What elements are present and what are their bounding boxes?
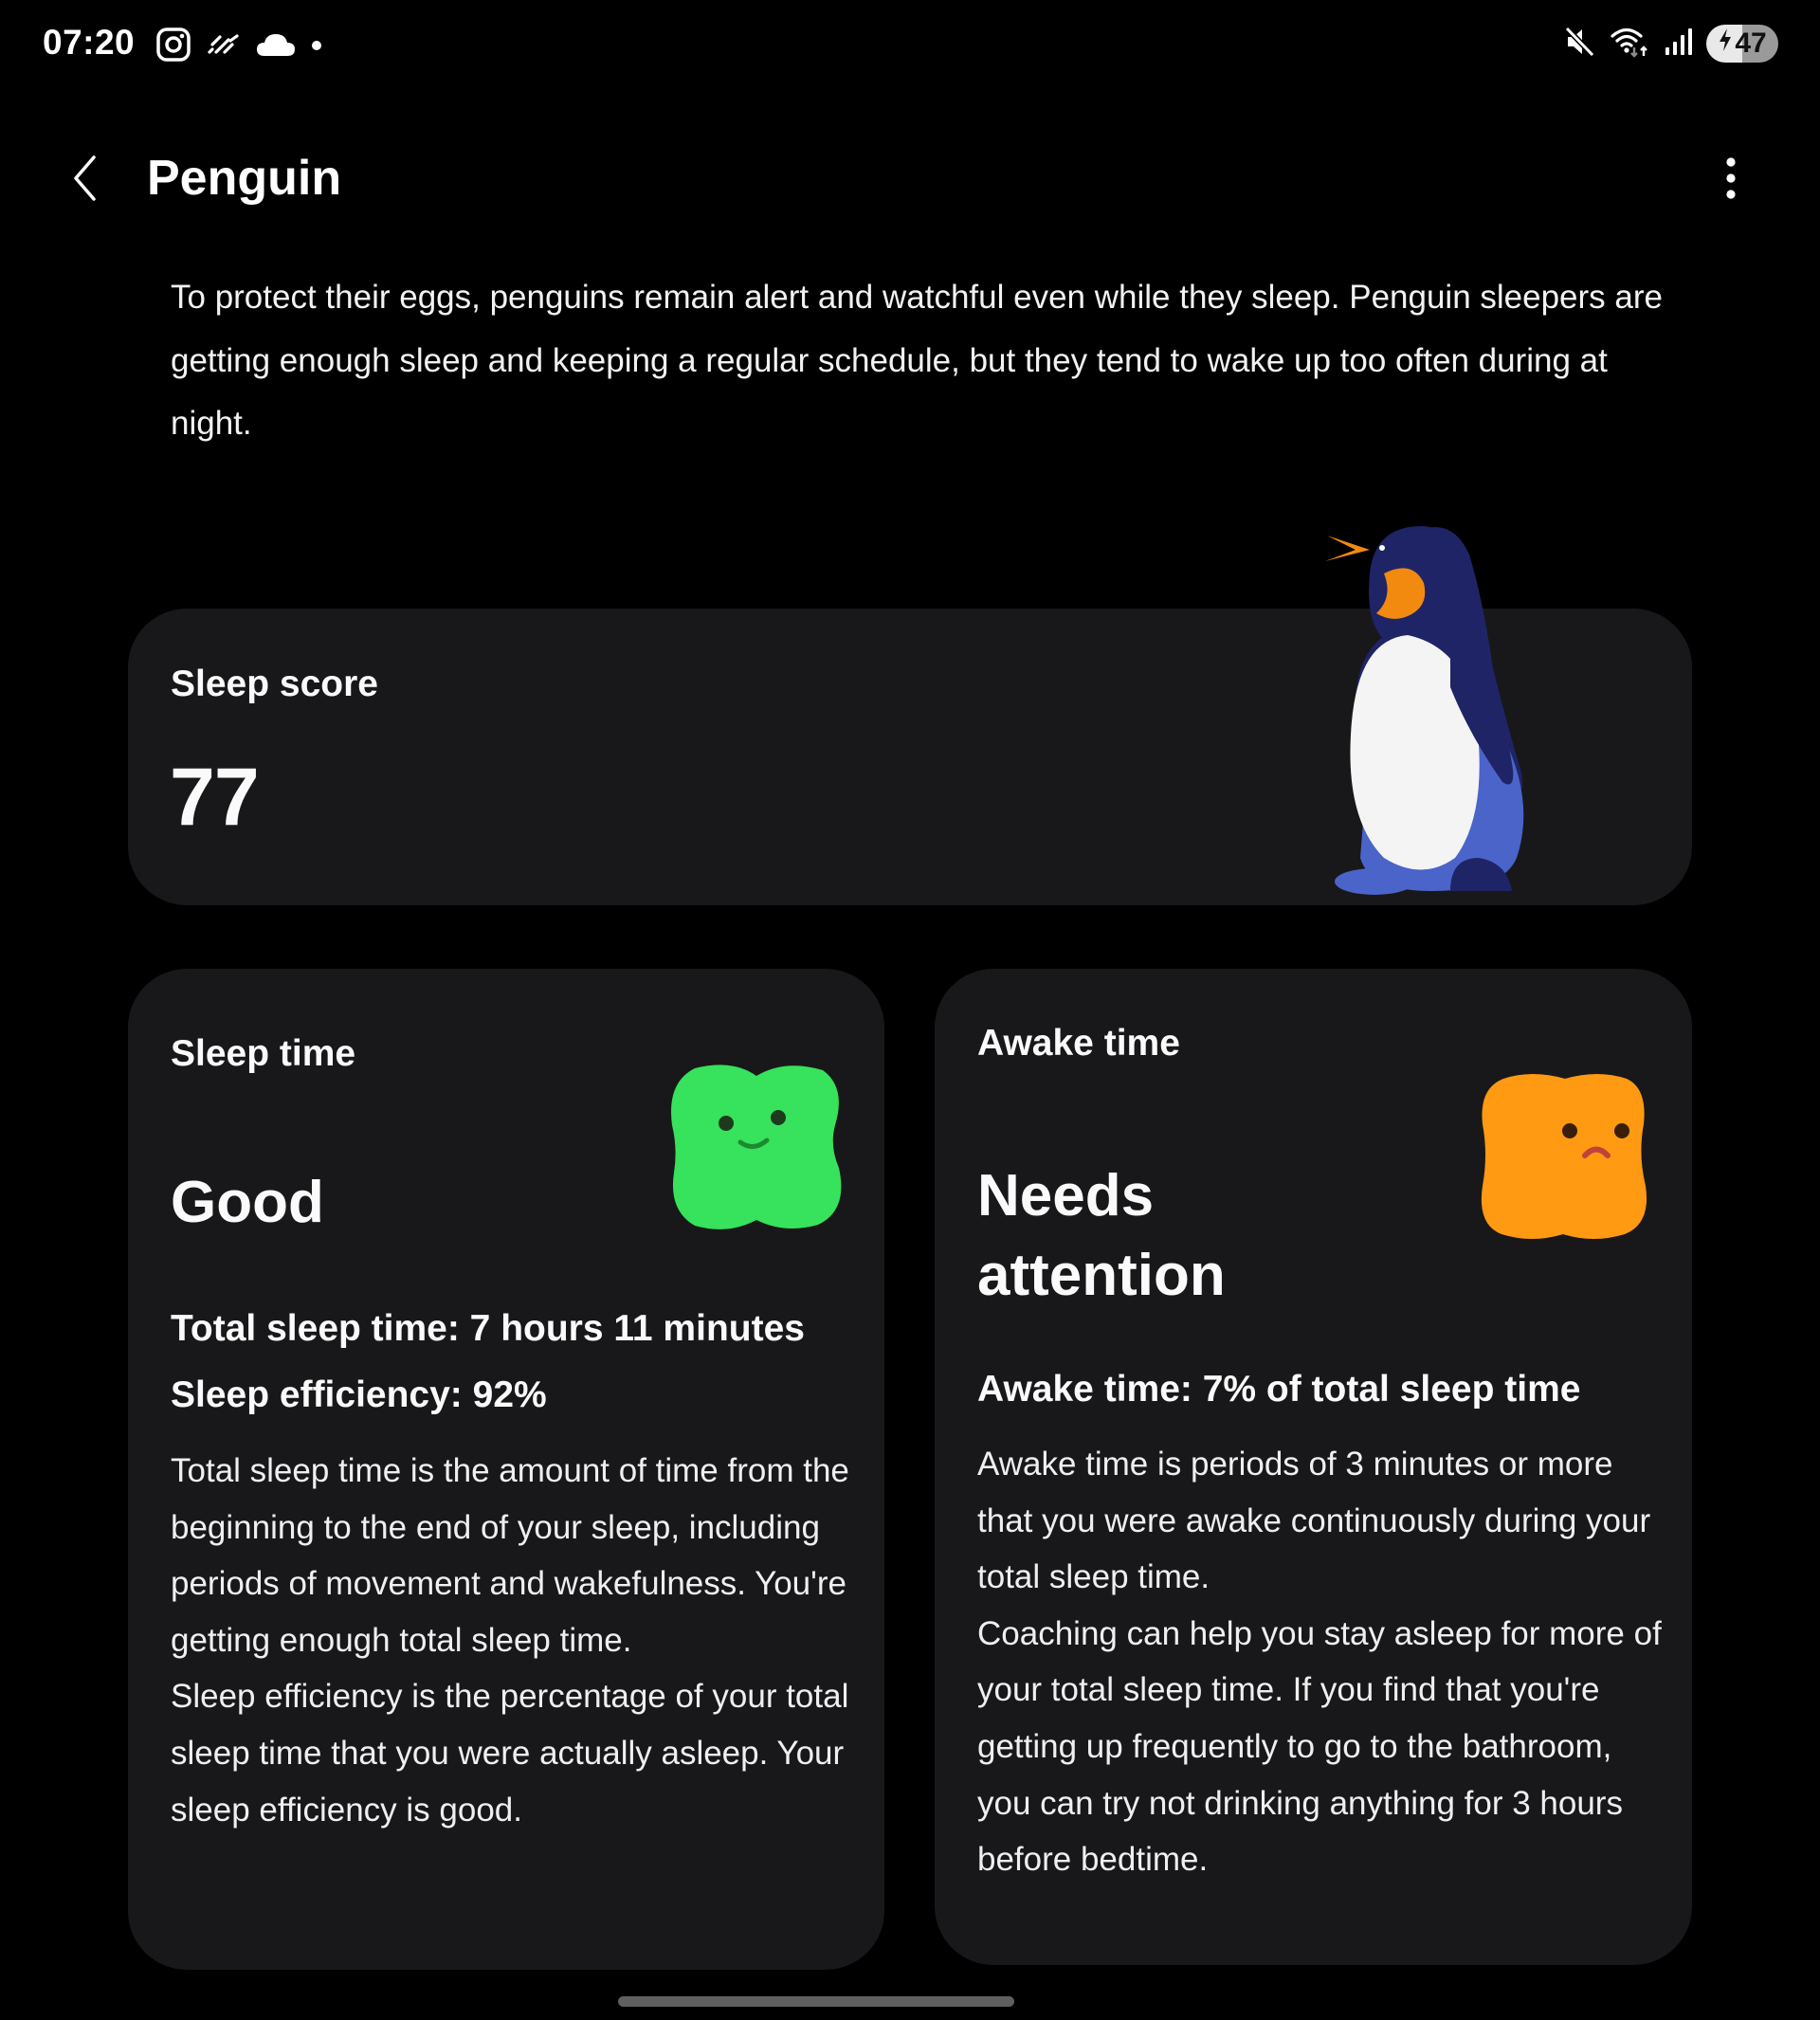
penguin-mascot-illustration	[1318, 517, 1545, 896]
awake-time-paragraph: Awake time is periods of 3 minutes or more that you were awake continuously during your total sleep time.	[977, 1446, 1651, 1596]
data-activity-icon	[207, 33, 241, 61]
cloud-icon	[256, 32, 296, 62]
chevron-left-icon	[71, 155, 100, 207]
wifi-icon	[1610, 26, 1651, 63]
sleep-time-paragraph: Total sleep time is the amount of time from the beginning to the end of your sleep, including periods of movement and wakefulness. You're getting enough total sleep time.	[171, 1452, 849, 1659]
sleep-efficiency-metric: Sleep efficiency: 92%	[171, 1374, 547, 1415]
sleep-time-title: Sleep time	[171, 1033, 356, 1074]
sleep-score-value: 77	[170, 752, 259, 843]
awake-time-card	[935, 969, 1692, 1965]
happy-green-blob-icon	[666, 1059, 846, 1231]
sleep-time-metrics	[171, 1296, 805, 1429]
back-button[interactable]	[57, 142, 114, 218]
awake-percentage-metric: Awake time: 7% of total sleep time	[977, 1369, 1581, 1410]
more-options-button[interactable]	[1706, 152, 1756, 209]
sleep-time-status: Good	[171, 1170, 324, 1235]
signal-icon	[1665, 27, 1693, 61]
status-left-icons	[155, 27, 322, 67]
home-gesture-bar[interactable]	[618, 1996, 1014, 2007]
page-title: Penguin	[147, 151, 342, 206]
notification-dot-icon	[311, 39, 322, 56]
coaching-paragraph: Coaching can help you stay asleep for more of your total sleep time. If you find that you're getting up frequently to go to the bathroom, you can try not drinking anything for 3 hours before bedtime.	[977, 1614, 1662, 1879]
sleep-animal-description: To protect their eggs, penguins remain alert and watchful even while they sleep. Penguin sleepers are getting enough sleep and keeping a regular schedule, but they tend to wake up too often during at night.	[171, 279, 1663, 442]
charging-bolt-icon	[1718, 27, 1733, 60]
sleep-score-label: Sleep score	[171, 664, 378, 704]
awake-time-description	[977, 1436, 1669, 1888]
total-sleep-time-metric: Total sleep time: 7 hours 11 minutes	[171, 1308, 805, 1349]
instagram-icon	[155, 27, 191, 67]
sad-orange-blob-icon	[1475, 1067, 1651, 1244]
mute-icon	[1564, 26, 1596, 63]
sleep-efficiency-paragraph: Sleep efficiency is the percentage of your total sleep time that you were actually asleep. Your sleep efficiency is good.	[171, 1678, 849, 1829]
sleep-time-description	[171, 1443, 853, 1838]
awake-time-status: Needs attention	[977, 1163, 1226, 1308]
awake-time-title: Awake time	[977, 1023, 1180, 1064]
more-vertical-icon	[1725, 157, 1737, 204]
awake-time-metrics	[977, 1356, 1580, 1423]
sleep-time-card	[128, 969, 884, 1970]
status-time: 07:20	[43, 23, 136, 62]
status-right-icons	[1564, 25, 1778, 63]
battery-indicator	[1706, 25, 1778, 63]
battery-level: 47	[1735, 27, 1767, 59]
